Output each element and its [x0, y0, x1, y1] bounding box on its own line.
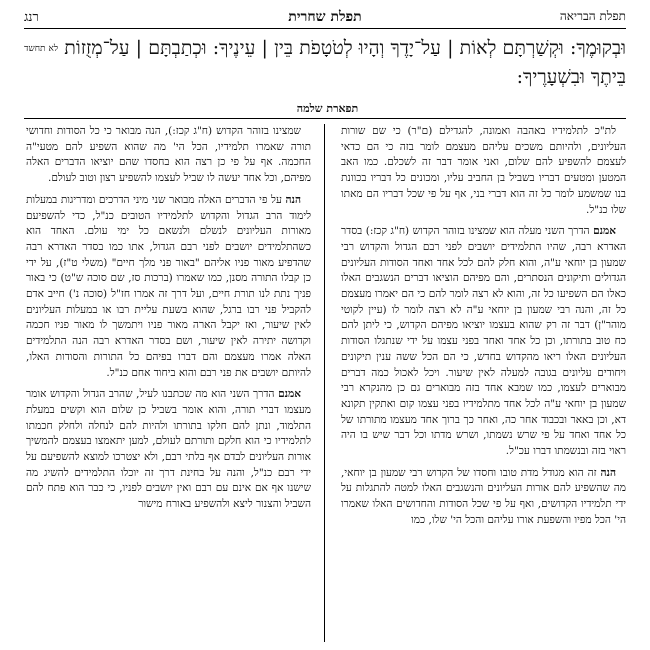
horizontal-rule: [24, 118, 626, 119]
paragraph: [341, 466, 626, 529]
prayer-verse: [24, 34, 626, 91]
paragraph-text: הדרך השני הוא מה שכתבנו לעיל, שהרב הגדול והקדוש אומר מעצמו דברי תורה, והוא אומר בשביל כן שלום הוא וקשים במעלת התלמוד, ונתן להם חלקו בתורתו ולהיות להם לנחלה ולחלק חכמתו לתלמידיו כי הוא חלקם ותורתם לעולם, למען יתאמצו בעצמם להמשיך אורות העליונים לבדם אף בלתי רבם, ולא יצטרכו למוצא להשפיעם על ידי רבם כנ"ל, והנה על בחינת דרך זה יוכלו התלמידים להשיג מה שישנו אף אם אינם עם רבם ואין יושבים לפניו, כי כבר הוא פתח להם השביל והצנור ליצא ולהשפיע באורח מישור: [26, 388, 311, 511]
running-header: [24, 6, 626, 29]
paragraph-text: שמצינו בזוהר הקדוש (ח"ג קכז:), הנה מבואר כי כל הסודות וחדושי תורה שאמרו תלמידיו, הכל הי' מה שהוא השפיע להם מטעי"ה החכמה. אף על פי כן רצה הוא בחסדו שהם יוציאו הדברים האלה מפיהם, וכל אחד יעשה לו שביל לעצמו להשפיע רצון וטוב לעולם.: [26, 125, 311, 185]
paragraph: [26, 387, 311, 513]
paragraph-lead: אמנם: [278, 388, 302, 401]
paragraph-lead: הנה: [600, 466, 616, 479]
paragraph-lead: הנה: [285, 193, 301, 206]
paragraph: [26, 124, 311, 187]
verse-end: בֵּיתֶךָ וּבִשְׁעָרֶיךָ:: [516, 66, 626, 88]
column-divider: [324, 124, 325, 642]
paragraph-text: זה הוא מגודל מדת טובו וחסדו של הקדוש רבי שמעון בן יוחאי, מה שהשפיע להם אורות העליונים והנשגבים האלו למטה להתגלות על ידי תלמידיו הקדושים, ואף על פי שכל הסודות והחדושים האלו שאמרו הי' הכל מפיו והשפעת אורו עליהם והכל הי' שלו, כמו: [341, 466, 626, 526]
paragraph: [341, 224, 626, 460]
verse-note: לא תחשד: [24, 44, 59, 54]
commentary-left-column: [26, 124, 311, 644]
paragraph-text: לת"כ לתלמידיו באהבה ואמונה, להגדילם (ם"ר) כי שם שורות העליונים, ולהיותם משכים עליהם מעצמם לומר בזה כי הם כדאי לעצמם להשפיע להם שלום, ואני אומר דבר זה לשכלם. כמו האב המטען ומטעים דבריו בשביל בן החביב עליו, ומכונים כל דבריו בכוונת בנו שמשמע לומר כל זה הוא דברי בני, אף על פי שכל דבריו הם מאתו שלו כנ"ל.: [341, 125, 626, 216]
paragraph-text: על פי הדברים האלה מבואר שני מיני הדרכים ומדריגות במעלות לימוד הרב הגדול והקדוש לתלמידיו הטובים כנ"ל, כדי להשפיעם מאורות העליונים לנשלם ולנשאם כל ימי עולם. האחד הוא כשהתלמידים יושבים לפני רבם הגדול, אתו כמו בסדר האדרא רבה שהדפיע מאור פניו אליהם "באור פני מלך חיים" (משלי ט"ז), על ידי כן קבלו התורה מסנן, כמו שאמרו (ברכות סז, שם סוכה ש"ט) כי באור פניך נתת לנו תורת חיים, ועל דרך זה אמרו חז"ל (סוכה נ') חייב אדם להקביל פני רבו ברגל, שהוא בשעת עליית רבו או במעלות העליונים לאין שיעור, ואז יקבל הארה מאור פניו ויתמשך לו מאור פניו חכמה וקדושה יתירה לאין שיעור, ושם בסדר האדרא רבה הנה התלמידים האלה אמרו מעצמם והם דברו בפיהם כל התורות והסודות האלו, להיותם יושבים את פני רבם והוא ביחוד אחם כנ"ל.: [26, 193, 311, 379]
page-number: רנג: [24, 10, 39, 25]
paragraph-text: הדרך השני מעלה הוא שמצינו בזוהר הקדוש (ח"ג קכז:) בסדר האדרא רבה, שהיו התלמידים יושבים לפני רבם הגדול והקדוש רבי שמעון בן יוחאי ע"ה, והוא חלק להם לכל אחד ואחד הסודות העליונים הגדולים ותיקונים הנסתרים, והם מפיהם הוציאו דברים הנשגבים האלו כאלו הם השפיעו כל זה, והוא לא רצה לומר להם כי הם יאמרו מעצמם כל זה, והנה רבי שמעון בן יוחאי ע"ה לא רצה לומר לו (עיין לקוטי מוהר"ן) דבר זה רק שהוא בעצמו יוציאו מפיהם הקדוש, כי ליתן להם כח טוב בתורתו, וכן כל אחד ואחד בפני עצמו על ידי שנתגלו הסודות העליונים האלו ריאו מהקדוש בחדש, כי הם הכל ששה ענין תיקונים ויחודים עליונים בגובה למעלה לאין שיעור. ויכל לאכול כמה דברים מבוארים לעצמו, כמו שמבא אחד בזה מבוארים גם כן מהנקרא רבי שמעון בן יוחאי ע"ה לכל אחד מתלמידיו בפני עצמו קום ואתקין תקונא דא, וכן באאר ובכבוד אחר כה, ואחר כך ברוך אחד מעצמו מתורתו של כל אחד ואחד על פי שרש נשמתו, ושרש מדתו וכל דבר שיש בו היה ראוי בזה ובנשמתו דברו עכ"ל.: [341, 225, 626, 458]
commentary-right-column: [341, 124, 626, 644]
paragraph: [341, 124, 626, 218]
paragraph-lead: אמנם: [593, 225, 616, 238]
header-section: תפלת הבריאה: [559, 9, 626, 23]
paragraph: [26, 193, 311, 381]
commentary-title: תפארת שלמה: [296, 102, 359, 115]
verse-text: וּבְקוּמֶךָ: וּקְשַׁרְתָּם לְאוֹת | עַל־יָדֶךָ וְהָיוּ לְטֹטָפֹת בֵּין | עֵינֶיךָ: וּכְתַבְתָּם | עַל־מְזֻזוֹת: [64, 37, 626, 59]
header-title: תפלת שחרית: [288, 9, 362, 25]
